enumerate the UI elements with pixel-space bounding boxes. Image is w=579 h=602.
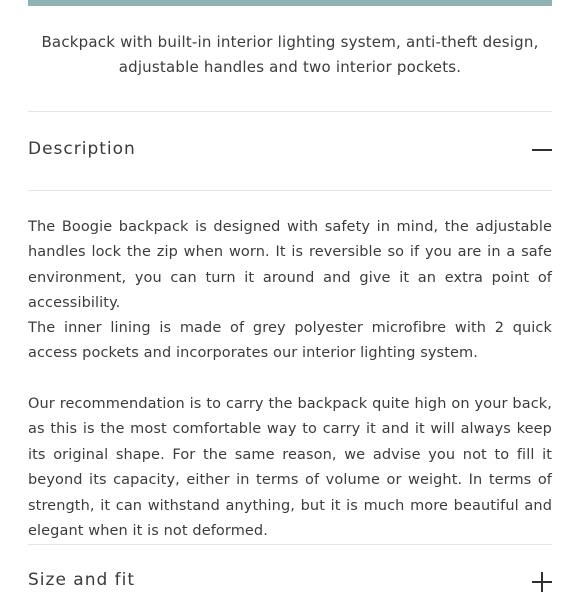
product-summary: Backpack with built-in interior lighting system, anti-theft design, adjustable handles and two interior pockets. xyxy=(41,33,539,76)
size-fit-title: Size and fit xyxy=(28,570,136,590)
size-fit-accordion-header[interactable] xyxy=(28,562,552,602)
collapse-minus-icon[interactable] xyxy=(532,149,552,151)
description-paragraph: The inner lining is made of grey polyester microfibre with 2 quick access pockets and incorporates our interior lighting system. xyxy=(28,320,552,362)
expand-plus-icon[interactable] xyxy=(532,572,552,592)
divider xyxy=(28,544,552,545)
add-to-cart-bar-edge[interactable] xyxy=(28,0,552,6)
description-title: Description xyxy=(28,139,136,159)
description-paragraph: Our recommendation is to carry the backpack quite high on your back, as this is the most comfortable way to carry it and it will always keep its original shape. For the same reason, we advise you not to fill it beyond its capacity, either in terms of volume or weight. In terms of strength, it can withstand anything, but it is much more beautiful and elegant when it is not deformed. xyxy=(28,396,552,540)
divider xyxy=(28,111,552,112)
description-accordion-header[interactable] xyxy=(28,131,552,171)
description-paragraph: The Boogie backpack is designed with safety in mind, the adjustable handles lock the zip when worn. It is reversible so if you are in a safe environment, you can turn it around and give it an extra point of accessibility. xyxy=(28,219,552,312)
divider xyxy=(28,190,552,191)
